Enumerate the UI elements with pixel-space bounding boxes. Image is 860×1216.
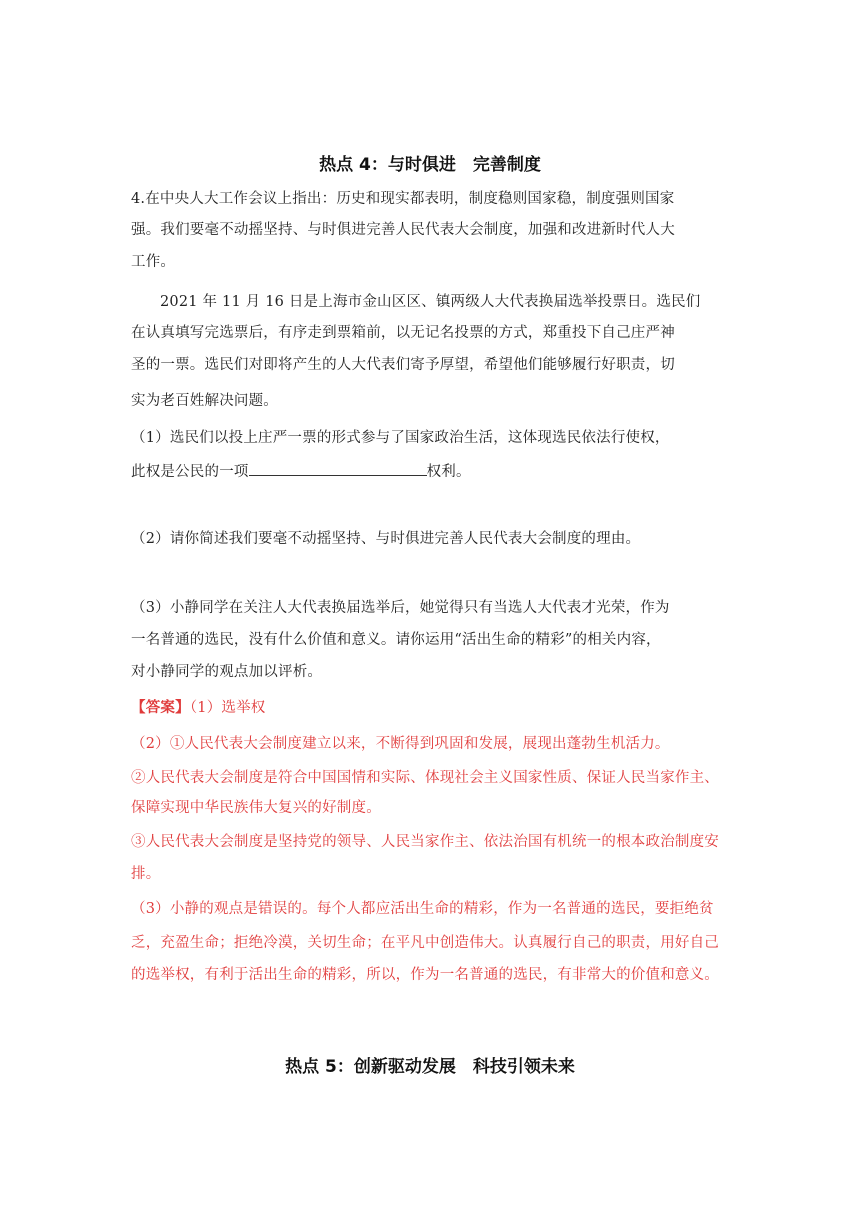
material-line-4: 实为老百姓解决问题。: [131, 393, 278, 409]
question-1-prefix: 此权是公民的一项: [131, 464, 249, 480]
section-heading-5: 热点 5：创新驱动发展 科技引领未来: [285, 1057, 575, 1077]
question-1-suffix: 权利。: [426, 464, 471, 480]
answer-2-line-1: （2）①人民代表大会制度建立以来，不断得到巩固和发展，展现出蓬勃生机活力。: [131, 736, 670, 752]
answer-2-line-4: ③人民代表大会制度是坚持党的领导、人民当家作主、依法治国有机统一的根本政治制度安: [131, 834, 719, 850]
question-1-line-2: [131, 461, 731, 482]
question-3-line-2: 一名普通的选民，没有什么价值和意义。请你运用“活出生命的精彩”的相关内容，: [131, 632, 661, 648]
answer-3-line-2: 乏，充盈生命；拒绝冷漠，关切生命；在平凡中创造伟大。认真履行自己的职责，用好自己: [131, 935, 719, 951]
material-line-1: 2021 年 11 月 16 日是上海市金山区区、镇两级人大代表换届选举投票日。选民们: [160, 294, 701, 310]
answer-tag: 【答案】: [131, 699, 190, 716]
question-1-line-1: （1）选民们以投上庄严一票的形式参与了国家政治生活，这体现选民依法行使权，: [131, 430, 670, 446]
material-line-3: 圣的一票。选民们对即将产生的人大代表们寄予厚望，希望他们能够履行好职责，切: [131, 357, 675, 373]
answer-blank[interactable]: [249, 461, 427, 476]
question-intro-line-3: 工作。: [131, 254, 176, 270]
material-line-2: 在认真填写完选票后，有序走到票箱前，以无记名投票的方式，郑重投下自己庄严神: [131, 325, 675, 341]
answer-2-line-5: 排。: [131, 866, 161, 882]
answer-3-line-3: 的选举权，有利于活出生命的精彩，所以，作为一名普通的选民，有非常大的价值和意义。: [131, 967, 719, 983]
question-2: （2）请你简述我们要毫不动摇坚持、与时俱进完善人民代表大会制度的理由。: [131, 531, 641, 547]
answer-2-line-3: 保障实现中华民族伟大复兴的好制度。: [131, 800, 381, 816]
answer-3-line-1: （3）小静的观点是错误的。每个人都应活出生命的精彩，作为一名普通的选民，要拒绝贫: [131, 901, 714, 917]
answer-line-1: [131, 698, 731, 718]
section-heading-4: 热点 4：与时俱进 完善制度: [319, 155, 541, 175]
answer-1: （1）选举权: [189, 700, 266, 716]
answer-2-line-2: ②人民代表大会制度是符合中国国情和实际、体现社会主义国家性质、保证人民当家作主、: [131, 770, 719, 786]
question-intro-line-1: 4.在中央人大工作会议上指出：历史和现实都表明，制度稳则国家稳，制度强则国家: [131, 191, 675, 207]
question-3-line-3: 对小静同学的观点加以评析。: [131, 664, 323, 680]
question-3-line-1: （3）小静同学在关注人大代表换届选举后，她觉得只有当选人大代表才光荣，作为: [131, 600, 670, 616]
question-intro-line-2: 强。我们要毫不动摇坚持、与时俱进完善人民代表大会制度，加强和改进新时代人大: [131, 222, 675, 238]
